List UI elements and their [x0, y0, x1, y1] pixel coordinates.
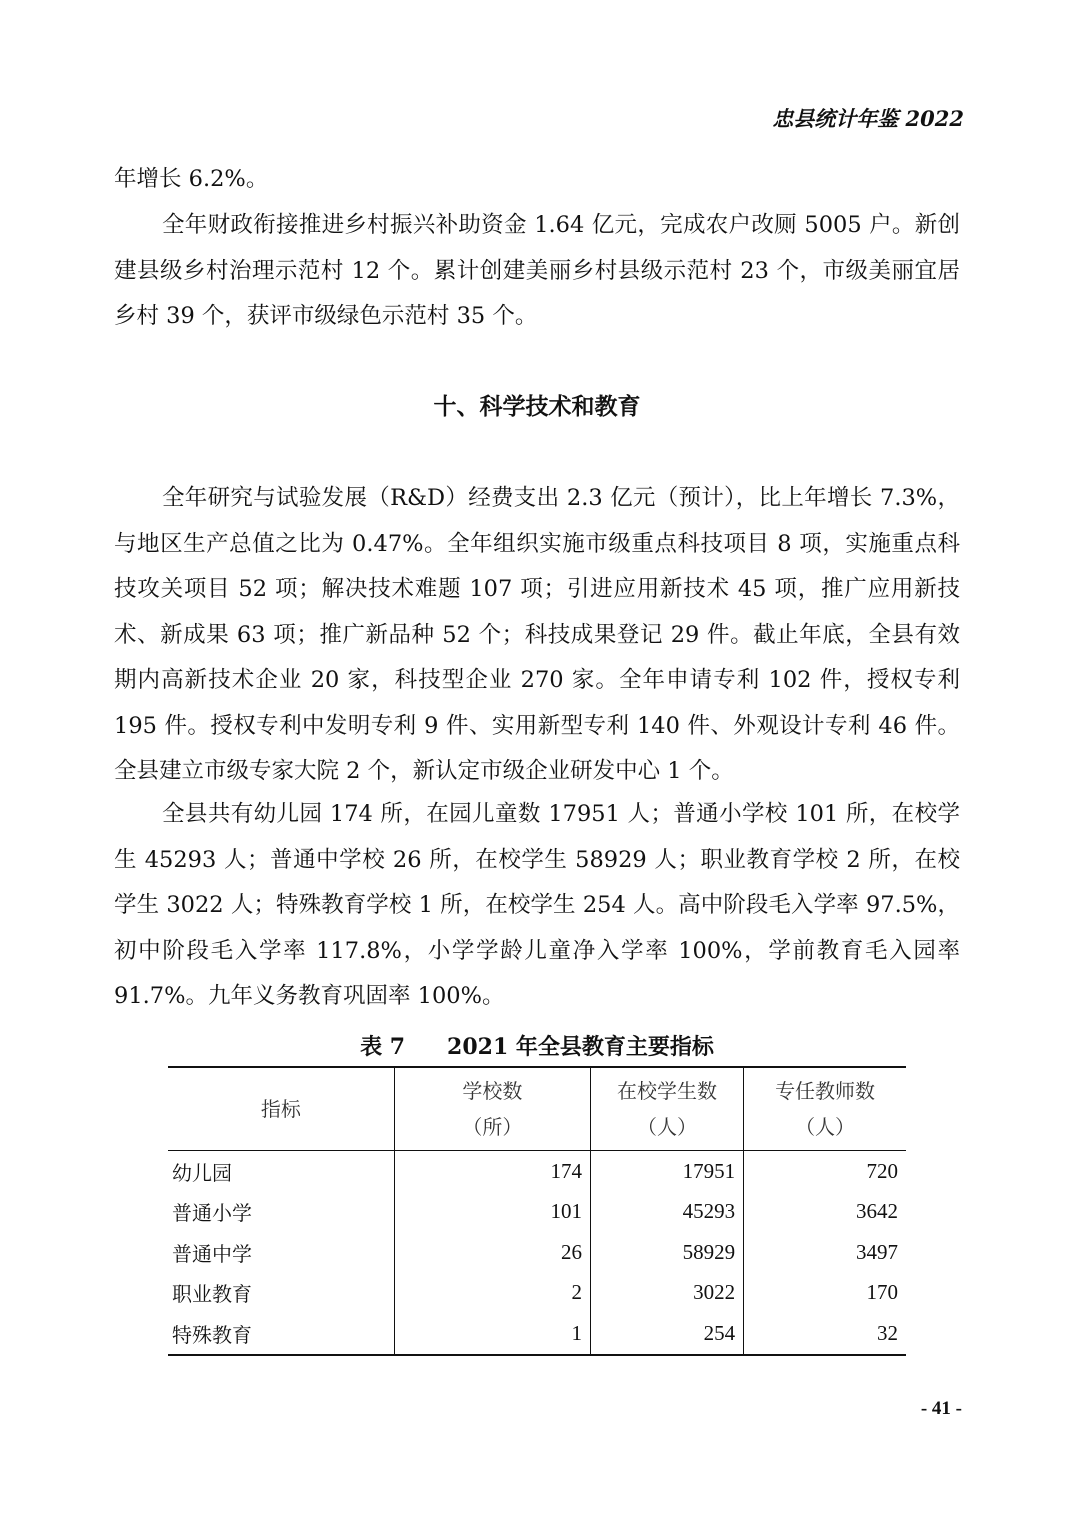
- cell-students: 17951: [590, 1151, 743, 1192]
- header-students: [590, 1067, 743, 1151]
- table-caption: [0, 1030, 1074, 1061]
- cell-schools: 2: [394, 1273, 590, 1314]
- row-label: 职业教育: [172, 1282, 252, 1307]
- row-label: 幼儿园: [172, 1160, 232, 1185]
- table-row: [168, 1273, 906, 1314]
- header-schools: [394, 1067, 590, 1151]
- cell-teachers: 720: [744, 1151, 906, 1192]
- table-row: [168, 1192, 906, 1233]
- table-row: [168, 1232, 906, 1273]
- table-number: 表 7: [360, 1034, 406, 1060]
- header-indicator-label: 指标: [260, 1097, 301, 1121]
- education-indicators-table: [168, 1066, 906, 1356]
- cell-teachers: 170: [744, 1273, 906, 1314]
- section-title: 十、科学技术和教育: [433, 394, 641, 420]
- cell-students: 3022: [590, 1273, 743, 1314]
- running-header: 忠县统计年鉴 2022: [772, 106, 964, 131]
- header-schools-label: 学校数: [462, 1079, 523, 1103]
- table-header-row: [168, 1067, 906, 1151]
- cell-students: 45293: [590, 1192, 743, 1233]
- paragraph-rural-revitalization: 全年财政衔接推进乡村振兴补助资金 1.64 亿元，完成农户改厕 5005 户。新创建县级乡村治理示范村 12 个。累计创建美丽乡村县级示范村 23 个，市级美丽宜居乡村 39 个，获评市级绿色示范村 35 个。: [114, 212, 960, 329]
- cell-students: 58929: [590, 1232, 743, 1273]
- row-label: 普通中学: [172, 1241, 252, 1266]
- cell-schools: 174: [394, 1151, 590, 1192]
- cell-teachers: 3642: [744, 1192, 906, 1233]
- table-row: [168, 1313, 906, 1355]
- table-row: [168, 1151, 906, 1192]
- header-teachers: [744, 1067, 906, 1151]
- header-indicator: [168, 1067, 394, 1151]
- cell-teachers: 3497: [744, 1232, 906, 1273]
- header-teachers-label: 专任教师数: [775, 1079, 876, 1103]
- cell-students: 254: [590, 1313, 743, 1355]
- cell-schools: 101: [394, 1192, 590, 1233]
- cell-teachers: 32: [744, 1313, 906, 1355]
- page-number: - 41 -: [920, 1398, 962, 1419]
- cell-schools: 26: [394, 1232, 590, 1273]
- header-students-unit: （人）: [637, 1115, 698, 1139]
- paragraph-science-technology: 全年研究与试验发展（R&D）经费支出 2.3 亿元（预计），比上年增长 7.3%，与地区生产总值之比为 0.47%。全年组织实施市级重点科技项目 8 项，实施重点科技攻关项目 52 项；解决技术难题 107 项；引进应用新技术 45 项，推广应用新技术、新成果 63 项；推广新品种 52 个；科技成果登记 29 件。截止年底，全县有效期内高新技术企业 20 家，科技型企业 270 家。全年申请专利 102 件，授权专利 195 件。授权专利中发明专利 9 件、实用新型专利 140 件、外观设计专利 46 件。全县建立市级专家大院 2 个，新认定市级企业研发中心 1 个。: [114, 485, 960, 784]
- cell-schools: 1: [394, 1313, 590, 1355]
- paragraph-continuation: 年增长 6.2%。: [114, 166, 269, 192]
- header-schools-unit: （所）: [462, 1115, 523, 1139]
- table-title: 2021 年全县教育主要指标: [447, 1034, 714, 1060]
- header-teachers-unit: （人）: [795, 1115, 856, 1139]
- header-students-label: 在校学生数: [617, 1079, 718, 1103]
- row-label: 特殊教育: [172, 1322, 252, 1347]
- row-label: 普通小学: [172, 1201, 252, 1226]
- paragraph-education: 全县共有幼儿园 174 所，在园儿童数 17951 人；普通小学校 101 所，在校学生 45293 人；普通中学校 26 所，在校学生 58929 人；职业教育学校 2 所，在校学生 3022 人；特殊教育学校 1 所，在校学生 254 人。高中阶段毛入学率 97.5%，初中阶段毛入学率 117.8%，小学学龄儿童净入学率 100%，学前教育毛入园率 91.7%。九年义务教育巩固率 100%。: [114, 801, 960, 1009]
